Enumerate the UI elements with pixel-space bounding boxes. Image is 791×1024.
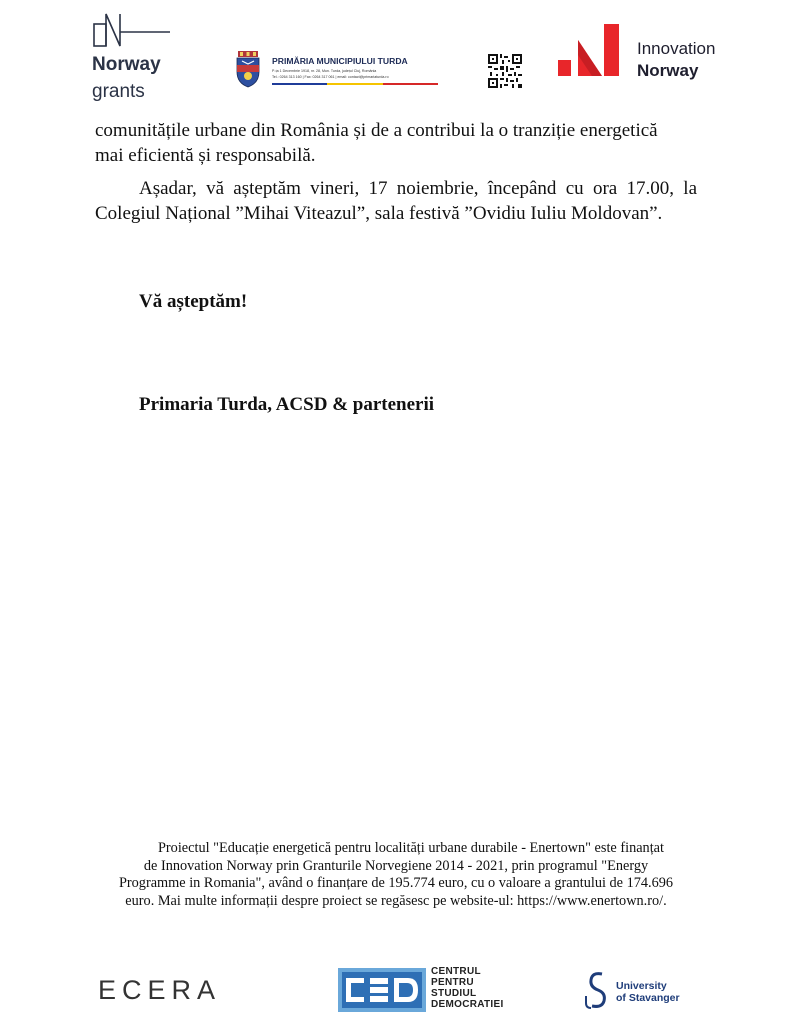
innovation-norway-line2: Norway — [637, 61, 699, 80]
csd-logo — [338, 966, 518, 1014]
primaria-title: PRIMĂRIA MUNICIPIULUI TURDA — [272, 56, 408, 66]
uis-mark-icon — [584, 970, 610, 1010]
paragraph-1-line2: mai eficientă și responsabilă. — [95, 145, 316, 166]
csd-mark-icon — [338, 968, 426, 1012]
footer-note-line1: Proiectul "Educație energetică pentru localități urbane durabile - Enertown" este finanțat — [157, 840, 665, 856]
norway-grants-mark-icon — [92, 12, 172, 48]
paragraph-1 — [95, 118, 697, 168]
innovation-norway-mark-icon — [558, 22, 622, 78]
csd-line4: DEMOCRATIEI — [431, 999, 504, 1010]
primaria-address: P-ța 1 Decembrie 1918, nr. 28, Mun. Turda, județul Cluj, România — [272, 69, 377, 73]
footer-funding-note — [76, 840, 716, 910]
csd-text-block — [431, 966, 504, 1010]
csd-line1: CENTRUL — [431, 966, 481, 977]
qr-code-icon — [488, 54, 522, 88]
norway-grants-line2: grants — [92, 81, 145, 102]
norway-grants-logo — [92, 12, 182, 104]
footer-note-line2: de Innovation Norway prin Granturile Norvegiene 2014 - 2021, prin programul "Energy — [143, 857, 649, 874]
university-of-stavanger-logo — [584, 970, 694, 1012]
innovation-norway-logo — [558, 22, 733, 80]
romanian-tricolor-line — [272, 83, 438, 85]
primaria-contact: Tel.: 0264 313 160 | Fax: 0264 317 061 | email: contact@primariaturda.ro — [272, 75, 389, 79]
footer-note-line4: euro. Mai multe informații despre proiect se regăsesc pe website-ul: https://www.enertown.ro/. — [125, 892, 667, 909]
uis-text-block — [616, 980, 680, 1004]
uis-line1: University — [616, 980, 667, 992]
closing-line: Vă așteptăm! — [139, 291, 248, 312]
signature-line: Primaria Turda, ACSD & partenerii — [139, 394, 435, 415]
paragraph-2: Așadar, vă așteptăm vineri, 17 noiembrie, începând cu ora 17.00, la Colegiul Național ”Mihai Viteazul”, sala festivă ”Ovidiu Iuliu Moldovan”. — [95, 178, 697, 224]
paragraph-1-line1: comunitățile urbane din România și de a contribui la o tranziție energetică — [95, 120, 658, 141]
innovation-norway-line1: Innovation — [637, 39, 716, 58]
ecera-logo: ECERA — [98, 975, 222, 1005]
csd-line3: STUDIUL — [431, 988, 477, 999]
uis-line2: of Stavanger — [616, 992, 680, 1004]
csd-line2: PENTRU — [431, 977, 474, 988]
norway-grants-line1: Norway — [92, 54, 161, 75]
primaria-turda-logo — [234, 50, 444, 90]
turda-coat-of-arms-icon — [234, 50, 262, 88]
footer-note-line3: Programme in Romania", având o finanțare de 195.774 euro, cu o valoare a grantului de 174.696 — [118, 875, 674, 891]
